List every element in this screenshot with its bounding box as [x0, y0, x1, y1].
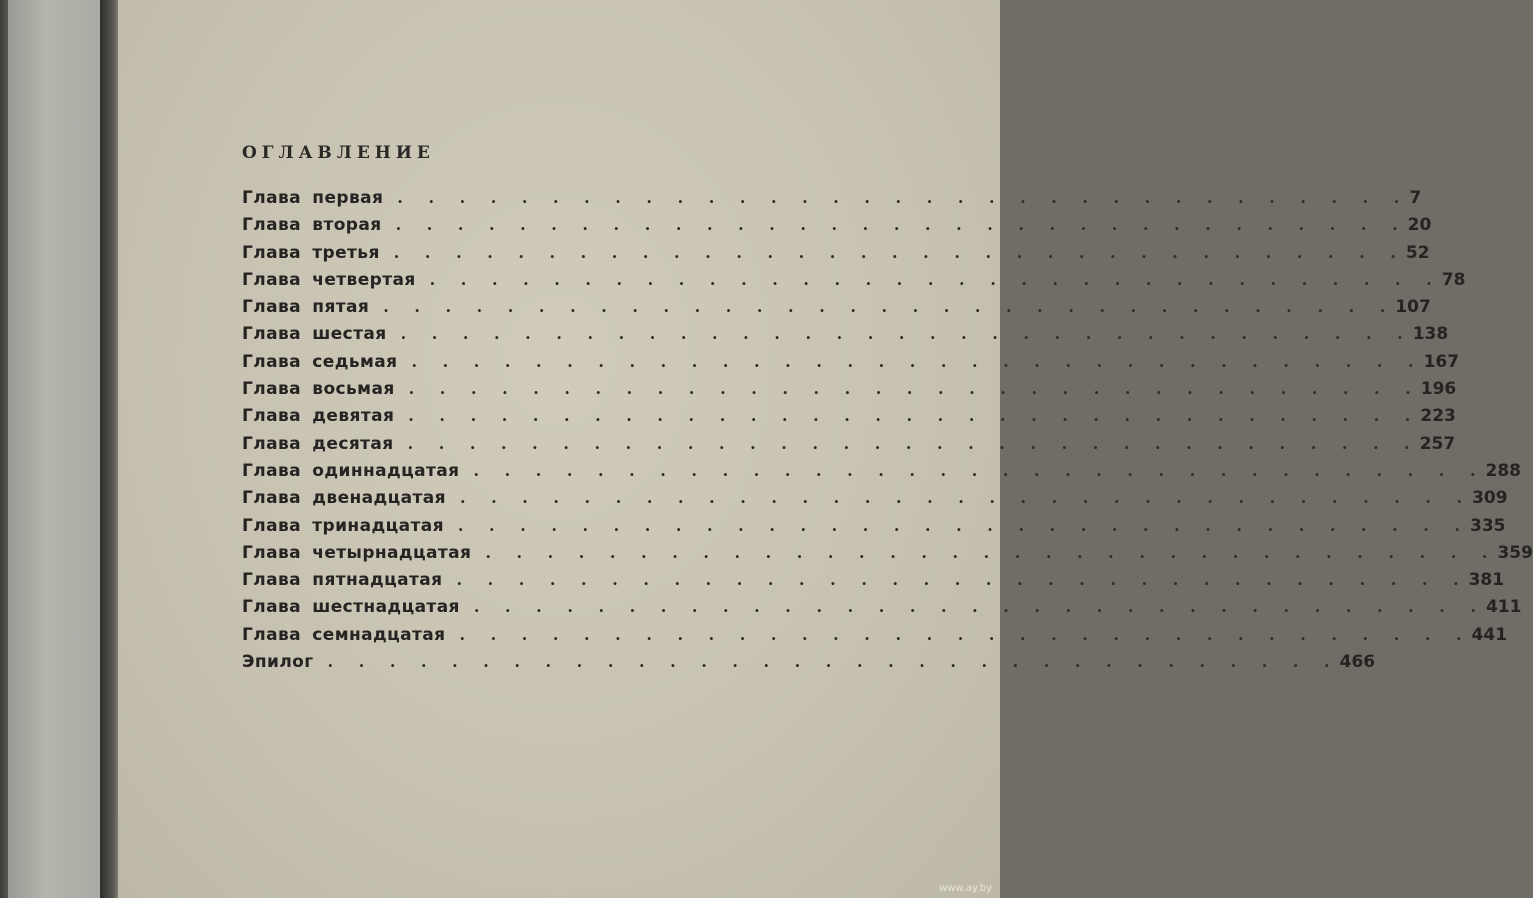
toc-entry-leader: . . . . . . . . . . . . . . . . . . . . . . . . . . . . . . . . . [383, 297, 1396, 317]
toc-entry-page-number: 20 [1407, 215, 1432, 236]
toc-entry-title: Глава четырнадцатая [242, 542, 472, 563]
toc-entry-title: Глава третья [242, 242, 380, 263]
toc-entry-page-number: 309 [1472, 488, 1508, 509]
toc-entry-leader: . . . . . . . . . . . . . . . . . . . . . . . . . . . . . . . . . [408, 406, 1421, 426]
toc-entry-title: Глава вторая [242, 215, 382, 236]
toc-entry-title: Глава пятнадцатая [242, 570, 443, 591]
toc-entry-title: Глава седьмая [242, 351, 398, 372]
toc-entry-title: Глава десятая [242, 433, 394, 454]
toc-entry-leader: . . . . . . . . . . . . . . . . . . . . . . . . . . . . . . . . . [473, 460, 1486, 480]
toc-entry-title: Глава пятая [242, 297, 370, 318]
toc-entry-leader: . . . . . . . . . . . . . . . . . . . . . . . . . . . . . . . . . [456, 570, 1469, 590]
toc-entry-leader: . . . . . . . . . . . . . . . . . . . . . . . . . . . . . . . . . [457, 515, 1470, 535]
toc-entry-leader: . . . . . . . . . . . . . . . . . . . . . . . . . . . . . . . . . [411, 351, 1424, 371]
toc-entry-leader: . . . . . . . . . . . . . . . . . . . . . . . . . . . . . . . . . [429, 269, 1442, 289]
toc-entry [242, 515, 1506, 543]
toc-entry [242, 188, 1422, 215]
toc-entry [242, 433, 1456, 461]
toc-entry-page-number: 411 [1485, 597, 1522, 618]
toc-entry [242, 215, 1432, 242]
toc-entry-leader: . . . . . . . . . . . . . . . . . . . . . . . . . . . . . . . . . [459, 624, 1472, 644]
toc-entry-leader: . . . . . . . . . . . . . . . . . . . . . . . . . . . . . . . . . [397, 188, 1410, 207]
toc-entry-title: Глава тринадцатая [242, 515, 444, 536]
toc-entry-page-number: 257 [1419, 433, 1456, 454]
toc-entry [242, 652, 1376, 679]
toc-entry-title: Глава шестнадцатая [242, 597, 460, 618]
toc-entry-page-number: 107 [1395, 297, 1431, 318]
toc-entry-page-number: 138 [1412, 324, 1449, 345]
toc-entry-leader: . . . . . . . . . . . . . . . . . . . . . . . . . . . . . . . . . [459, 488, 1473, 508]
watermark: www.ay.by [939, 883, 992, 894]
toc-entry [242, 488, 1508, 515]
toc-entry [242, 379, 1457, 406]
toc-entry-title: Глава четвертая [242, 269, 416, 290]
toc-entry [242, 269, 1466, 297]
toc-entry-page-number: 359 [1497, 542, 1533, 563]
toc-entry-title: Глава первая [242, 188, 384, 208]
toc-entry [242, 297, 1431, 324]
toc-entry-page-number: 196 [1420, 379, 1457, 400]
toc-entry-leader: . . . . . . . . . . . . . . . . . . . . . . . . . . . . . . . . . [408, 379, 1421, 399]
toc-entry-leader: . . . . . . . . . . . . . . . . . . . . . . . . . . . . . . . . . [485, 542, 1498, 562]
toc-entry [242, 542, 1533, 570]
toc-entry [242, 624, 1508, 652]
toc-entry [242, 460, 1522, 488]
toc-entry [242, 570, 1505, 597]
toc-entry-page-number: 52 [1405, 242, 1430, 263]
left-page-edge [0, 0, 120, 898]
toc-entry-page-number: 223 [1420, 406, 1456, 427]
toc-entry-page-number: 7 [1409, 188, 1422, 208]
toc-entry-title: Глава восьмая [242, 379, 395, 400]
toc-entry [242, 597, 1522, 624]
table-of-contents [242, 188, 1533, 679]
toc-heading: ОГЛАВЛЕНИЕ [242, 143, 435, 163]
toc-entry-page-number: 466 [1339, 652, 1376, 673]
toc-entry-page-number: 288 [1485, 460, 1522, 481]
toc-entry-leader: . . . . . . . . . . . . . . . . . . . . . . . . . . . . . . . . . [393, 242, 1406, 262]
toc-entry-page-number: 78 [1441, 269, 1466, 290]
toc-entry-page-number: 381 [1468, 570, 1505, 591]
toc-entry-leader: . . . . . . . . . . . . . . . . . . . . . . . . . . . . . . . . . [400, 324, 1413, 344]
toc-entry [242, 351, 1460, 379]
toc-entry-leader: . . . . . . . . . . . . . . . . . . . . . . . . . . . . . . . . . [473, 597, 1486, 617]
toc-entry [242, 324, 1449, 351]
toc-entry-page-number: 441 [1471, 624, 1508, 645]
toc-entry-title: Глава одиннадцатая [242, 460, 460, 481]
toc-entry-leader: . . . . . . . . . . . . . . . . . . . . . . . . . . . . . . . . . [395, 215, 1408, 235]
toc-entry-page-number: 167 [1423, 351, 1460, 372]
toc-entry-title: Глава девятая [242, 406, 395, 427]
toc-entry-page-number: 335 [1469, 515, 1506, 536]
toc-entry [242, 406, 1456, 433]
toc-entry-leader: . . . . . . . . . . . . . . . . . . . . . . . . . . . . . . . . . [327, 652, 1340, 672]
toc-entry-title: Глава шестая [242, 324, 387, 345]
toc-entry-title: Глава двенадцатая [242, 488, 446, 509]
toc-entry-title: Глава семнадцатая [242, 624, 446, 645]
toc-entry-title: Эпилог [242, 652, 314, 673]
toc-entry [242, 242, 1430, 270]
toc-entry-leader: . . . . . . . . . . . . . . . . . . . . . . . . . . . . . . . . . [407, 433, 1420, 453]
previous-page [8, 0, 106, 898]
